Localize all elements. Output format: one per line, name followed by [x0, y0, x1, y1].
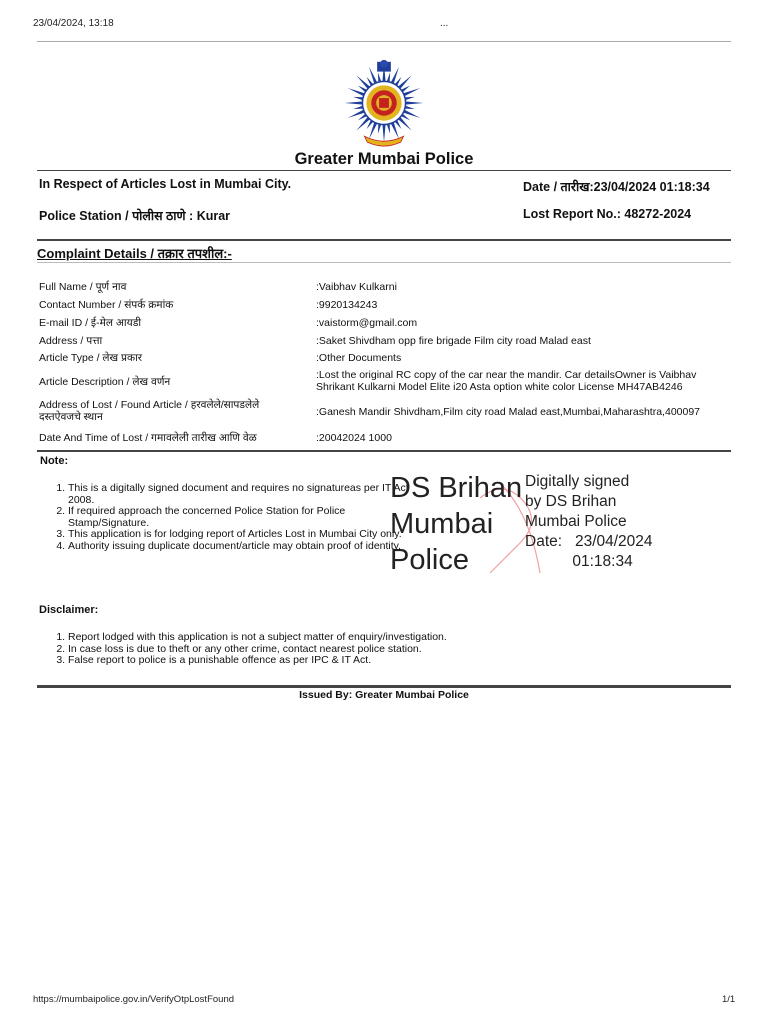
print-header-dots: ... — [440, 18, 449, 29]
detail-label-article-description: Article Description / लेख वर्णन — [39, 376, 171, 388]
report-subject: In Respect of Articles Lost in Mumbai City. — [39, 177, 292, 191]
mumbai-police-emblem-logo — [335, 52, 433, 150]
disclaimer-item: 3. False report to police is a punishable offence as per IPC & IT Act. — [68, 655, 748, 667]
detail-value-lost-address: :Ganesh Mandir Shivdham,Film city road Malad east,Mumbai,Maharashtra,400097 — [316, 406, 701, 418]
report-date-value: 23/04/2024 01:18:34 — [593, 180, 710, 194]
lost-report-number-value: 48272-2024 — [624, 207, 692, 221]
disclaimer-label: Disclaimer: — [39, 604, 99, 616]
report-date-label: Date / तारीख: — [523, 180, 594, 194]
detail-value-article-description: :Lost the original RC copy of the car near the mandir. Car detailsOwner is Vaibhav Shrikant Kulkarni Model Elite i20 Asta option white color License MH47AB4246 — [316, 369, 697, 393]
detail-value-lost-datetime: :20042024 1000 — [316, 432, 392, 444]
signature-name-line: DS Brihan — [390, 472, 523, 504]
footer-url: https://mumbaipolice.gov.in/VerifyOtpLostFound — [33, 994, 235, 1005]
print-header-divider — [37, 41, 731, 42]
footer-page-number: 1/1 — [722, 994, 736, 1005]
signature-name-line: Mumbai — [390, 508, 494, 540]
issued-divider — [37, 685, 731, 688]
lost-report-number-label: Lost Report No.: — [523, 207, 621, 221]
notes-list — [39, 483, 413, 552]
organization-title: Greater Mumbai Police — [294, 150, 474, 168]
disclaimer-list — [39, 632, 748, 667]
disclaimer-item: 1. Report lodged with this application is not a subject matter of enquiry/investigation. — [68, 632, 748, 644]
detail-value-article-type: :Other Documents — [316, 352, 402, 364]
complaint-divider-bottom — [37, 450, 731, 452]
detail-label-lost-address: Address of Lost / Found Article / हरवलेले/सापडलेले दस्तऐवजचे स्थान — [39, 399, 260, 423]
issued-by: Issued By: Greater Mumbai Police — [299, 689, 469, 701]
signature-name-line: Police — [390, 544, 469, 576]
emblem-ray — [382, 122, 386, 142]
detail-value-full-name: :Vaibhav Kulkarni — [316, 281, 397, 293]
complaint-divider-top — [37, 239, 731, 241]
note-label: Note: — [40, 455, 69, 467]
signature-name — [390, 470, 522, 578]
note-item: 1. This is a digitally signed document and requires no signatureas per IT Act 2008. — [68, 483, 413, 506]
note-item: 2. If required approach the concerned Police Station for Police Stamp/Signature. — [68, 506, 413, 529]
print-datetime: 23/04/2024, 13:18 — [33, 18, 114, 29]
note-item: 3. This application is for lodging report of Articles Lost in Mumbai City only. — [68, 529, 413, 541]
police-station-label: Police Station / पोलीस ठाणे : — [39, 209, 194, 223]
complaint-section-title: Complaint Details / तक्रार तपशील:- — [37, 246, 232, 261]
complaint-divider-thin — [37, 262, 731, 263]
police-station — [39, 207, 230, 224]
detail-label-address: Address / पत्ता — [39, 335, 103, 347]
detail-label-lost-datetime: Date And Time of Lost / गमावलेली तारीख आणि वेळ — [39, 432, 257, 444]
signature-details: Digitally signed by DS Brihan Mumbai Police Date: 23/04/2024 01:18:34 — [525, 473, 653, 570]
header-divider-top — [37, 170, 731, 171]
detail-label-full-name: Full Name / पूर्ण नाव — [39, 281, 127, 293]
lost-report-number — [523, 207, 691, 221]
report-date — [523, 178, 710, 195]
note-item: 4. Authority issuing duplicate document/article may obtain proof of identity. — [68, 541, 413, 553]
detail-value-contact-number: :9920134243 — [316, 299, 378, 311]
police-station-value: Kurar — [196, 209, 231, 223]
detail-label-contact-number: Contact Number / संपर्क क्रमांक — [39, 299, 174, 311]
detail-label-article-type: Article Type / लेख प्रकार — [39, 352, 143, 364]
detail-value-email: :vaistorm@gmail.com — [316, 317, 418, 329]
emblem-ray — [404, 101, 424, 105]
emblem-ray — [345, 101, 365, 105]
disclaimer-item: 2. In case loss is due to theft or any other crime, contact nearest police station. — [68, 644, 748, 656]
detail-label-email: E-mail ID / ई-मेल आयडी — [39, 317, 142, 329]
detail-value-address: :Saket Shivdham opp fire brigade Film city road Malad east — [316, 335, 591, 347]
